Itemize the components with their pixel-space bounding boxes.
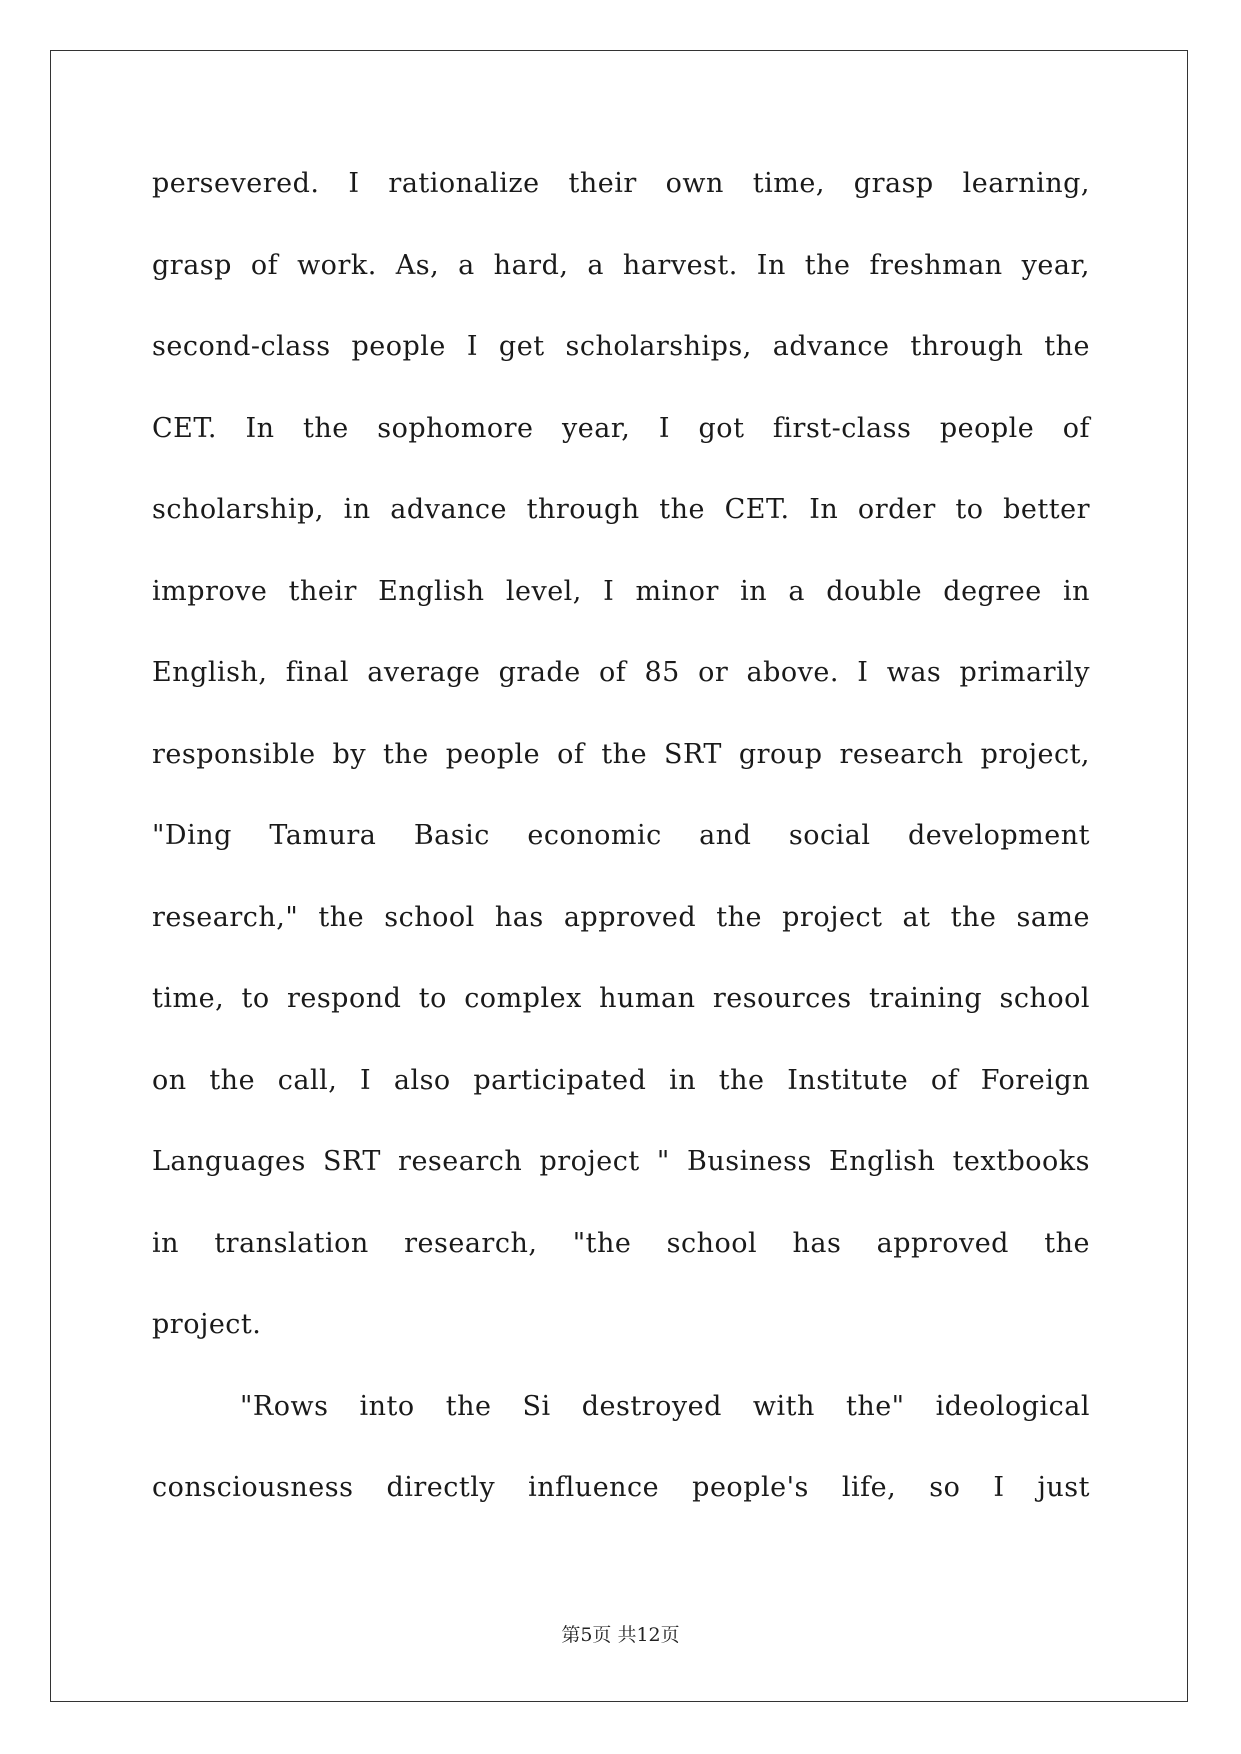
body-line: grasp of work. As, a hard, a harvest. In the freshman year, — [152, 249, 1090, 281]
body-line: persevered. I rationalize their own time, grasp learning, — [152, 168, 1090, 199]
body-line: CET. In the sophomore year, I got first-class people of — [152, 412, 1090, 444]
document-body — [152, 164, 1090, 1550]
body-line: "Ding Tamura Basic economic and social development — [152, 820, 1090, 851]
body-line: consciousness directly influence people's life, so I just — [152, 1472, 1090, 1503]
page-number-text: 第5页 共12页 — [561, 1624, 680, 1646]
body-line: scholarship, in advance through the CET. In order to better — [152, 494, 1090, 525]
body-line: responsible by the people of the SRT group research project, — [152, 738, 1090, 770]
page-number-footer — [0, 1622, 1241, 1648]
body-line: Languages SRT research project " Business English textbooks — [152, 1146, 1090, 1177]
body-line: project. — [152, 1309, 262, 1340]
body-line: in translation research, "the school has approved the — [152, 1227, 1090, 1259]
body-line: English, final average grade of 85 or above. I was primarily — [152, 657, 1090, 688]
body-line: research," the school has approved the project at the same — [152, 901, 1090, 933]
body-line-indented: "Rows into the Si destroyed with the" ideological — [240, 1390, 1090, 1422]
body-line: on the call, I also participated in the Institute of Foreign — [152, 1064, 1090, 1096]
body-line: time, to respond to complex human resources training school — [152, 983, 1090, 1014]
body-line: improve their English level, I minor in a double degree in — [152, 575, 1090, 607]
body-line: second-class people I get scholarships, advance through the — [152, 331, 1090, 362]
